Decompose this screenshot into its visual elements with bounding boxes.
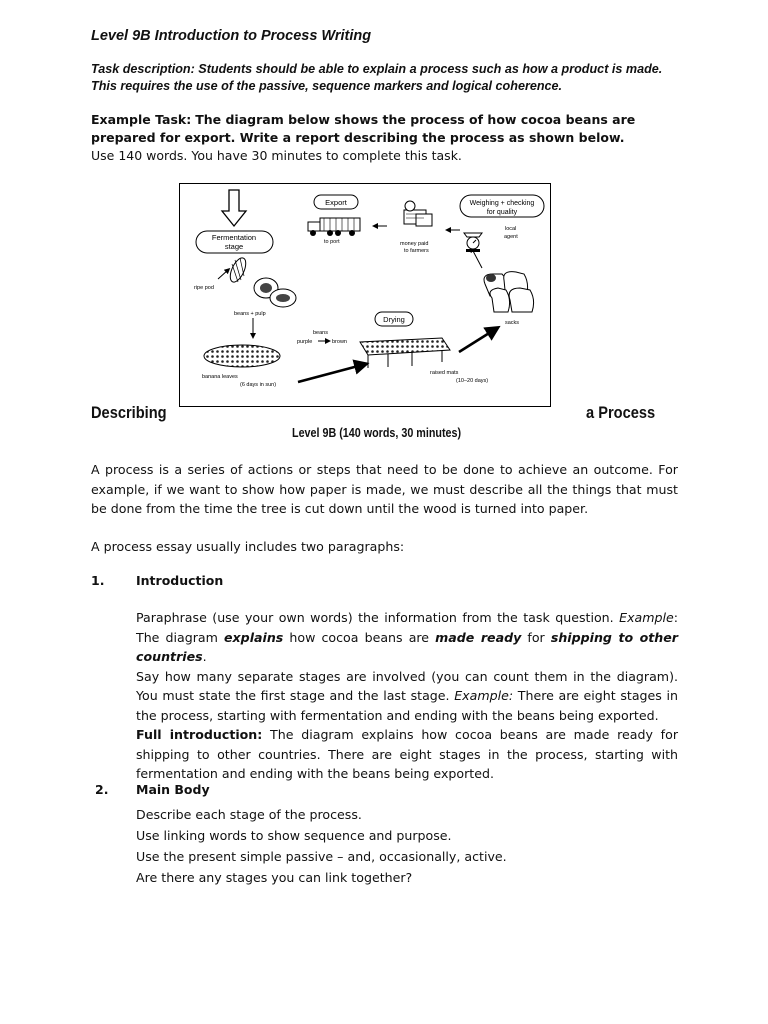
- start-arrow-icon: [222, 190, 246, 226]
- example-2-text: There are eight stages in the process, starting with fermentation and ending with the beans being exported.: [136, 688, 678, 723]
- raised-mats-icon: [360, 338, 450, 355]
- task-description: Task description: Students should be able to explain a process such as how a product is made. This requires the use of the passive, sequence markers and logical coherence.: [91, 62, 663, 93]
- to-drying-arrow-icon: [298, 365, 362, 382]
- money-paid-label: money paid: [400, 241, 429, 247]
- section-heading-main-body: Main Body: [136, 782, 210, 797]
- intro-paragraph: A process is a series of actions or steps that need to be done to achieve an outcome. For example, if we want to show how paper is made, we must describe all the things that must be done from the time the tree is cut down until the wood is turned into paper.: [91, 462, 678, 516]
- to-farmers-label: to farmers: [404, 248, 429, 254]
- scale-icon: [464, 233, 482, 237]
- list-item: Use the present simple passive – and, occasionally, active.: [136, 849, 507, 864]
- beans-pulp-label: beans + pulp: [234, 311, 266, 317]
- beans-label: beans: [313, 330, 328, 336]
- ten-twenty-days-label: (10–20 days): [456, 378, 489, 384]
- banana-leaves-pile-icon: [204, 345, 280, 367]
- list-item: Use linking words to show sequence and purpose.: [136, 828, 452, 843]
- introduction-body: Paraphrase (use your own words) the information from the task question. Example: The diagram explains how cocoa beans are made ready for shipping to other countries. Say how many separate stages are involved (you can count them in the diagram). You must state the first stage and the last stage. Example: There are eight stages in the process, starting with fermentation and ending with the beans being exported. Full introduction: The diagram explains how cocoa beans are made ready for shipping to other countries. There are eight stages in the process, starting with fermentation and ending with the beans being exported.: [136, 610, 678, 781]
- section-number: 2.: [95, 782, 109, 797]
- emphasis-shipping: shipping to other countries: [136, 629, 678, 664]
- sacks-label: sacks: [505, 320, 520, 326]
- list-item: Describe each stage of the process.: [136, 807, 362, 822]
- six-days-label: (6 days in sun): [240, 382, 277, 388]
- fermentation-label: Fermentation: [211, 233, 257, 242]
- example-task-limits: Use 140 words. You have 30 minutes to complete this task.: [91, 148, 462, 163]
- heading-describing: Describing: [91, 403, 167, 422]
- example-label-2: Example:: [454, 688, 514, 703]
- raised-mats-label: raised mats: [430, 370, 459, 376]
- local-label: local: [505, 226, 517, 232]
- ripe-pod-label: ripe pod: [194, 285, 214, 291]
- page-title: Level 9B Introduction to Process Writing: [91, 28, 372, 44]
- heading-a-process: a Process: [586, 403, 656, 422]
- purple-label: purple: [297, 339, 313, 345]
- brown-label: brown: [332, 339, 347, 345]
- to-sacks-arrow-icon: [459, 330, 494, 352]
- paraphrase-sentence: Paraphrase (use your own words) the information from the task question.: [136, 610, 614, 625]
- example-task-label: Example Task:: [91, 112, 192, 127]
- section-number: 1.: [91, 573, 105, 588]
- full-introduction-text: The diagram explains how cocoa beans are made ready for shipping to other countries. There are eight stages in the process, starting with fermentation and ending with the beans being exported.: [136, 727, 678, 781]
- list-item: Are there any stages you can link together?: [136, 870, 413, 885]
- full-introduction-label: Full introduction:: [136, 727, 263, 742]
- example-task: [91, 111, 701, 165]
- level-subheading: Level 9B (140 words, 30 minutes): [292, 426, 462, 440]
- emphasis-explains: explains: [224, 629, 284, 645]
- to-port-label: to port: [324, 239, 340, 245]
- example-label: Example: [619, 610, 674, 625]
- section-heading-introduction: Introduction: [136, 573, 224, 588]
- cocoa-process-diagram: [179, 183, 551, 407]
- for-quality-label: for quality: [486, 209, 518, 216]
- two-paragraphs-line: A process essay usually includes two paragraphs:: [91, 539, 405, 554]
- stage-label: stage: [224, 242, 244, 251]
- example-task-text: The diagram below shows the process of how cocoa beans are prepared for export. Write a report describing the process as shown below.: [91, 112, 636, 145]
- main-body-list: [136, 804, 678, 888]
- stages-sentence: Say how many separate stages are involved (you can count them in the diagram). You must state the first stage and the last stage.: [136, 668, 678, 703]
- agent-label: agent: [504, 234, 518, 240]
- banana-leaves-label: banana leaves: [202, 374, 238, 380]
- drying-label: Drying: [383, 315, 405, 324]
- weighing-label: Weighing + checking: [469, 200, 535, 207]
- export-label: Export: [325, 198, 347, 207]
- emphasis-made-ready: made ready: [435, 629, 522, 645]
